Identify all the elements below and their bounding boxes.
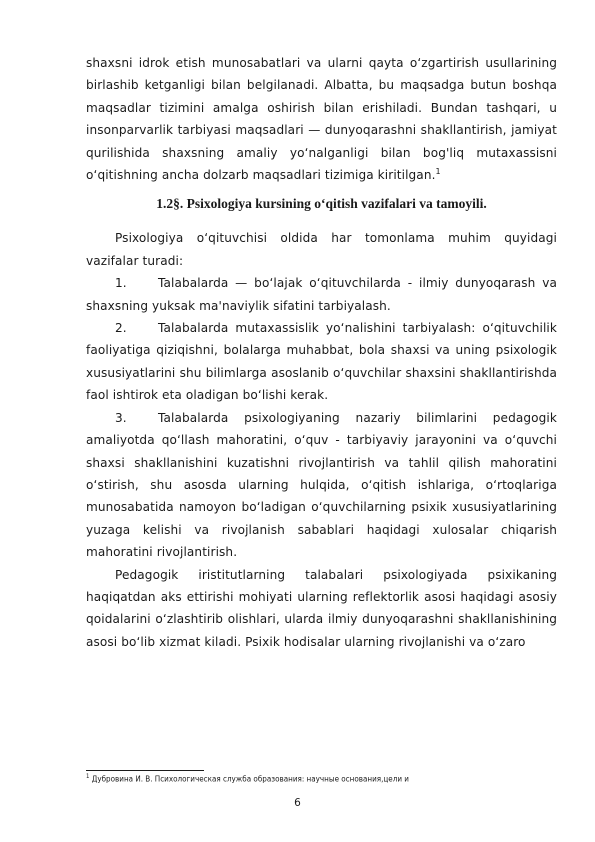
list-item-text: Talabalarda mutaxassislik yo‘nalishini tarbiyalash: o‘qituvchilik faoliyatiga qiziqishni, bolalarga muhabbat, bola shaxsi va uning psixologik xususiyatlarini shu bilimlarga asoslanib o‘quvchilar shaxsini shakllantirishda faol ishtirok eta oladigan bo‘lishi kerak. <box>86 321 557 403</box>
footnote-text: Дубровина И. В. Психологическая служба образования: научные основания,цели и <box>91 774 409 784</box>
list-item <box>86 272 557 317</box>
footnote-mark: 1 <box>86 773 90 780</box>
footnote <box>86 771 557 786</box>
page-number: 6 <box>294 797 301 809</box>
list-item <box>86 407 557 564</box>
list-item-text: Talabalarda psixologiyaning nazariy bilimlarini pedagogik amaliyotda qo‘llash mahoratini, o‘quv - tarbiyaviy jarayonini va o‘quvchi shaxsi shakllanishini kuzatishni rivojlantirish va tahlil qilish mahoratini o‘stirish, shu asosda ularning hulqida, o‘qitish ishlariga, o‘rtoqlariga munosabatida namoyon bo‘ladigan o‘quvchilarning psixik xususiyatlarining yuzaga kelishi va rivojlanish sabablari haqidagi xulosalar chiqarish mahoratini rivojlantirish. <box>86 410 557 560</box>
list-item-number: 3. <box>115 410 127 425</box>
intro-paragraph-text: shaxsni idrok etish munosabatlari va ularni qayta o‘zgartirish usullarining birlashib ketganligi bilan belgilanadi. Albatta, bu maqsadga butun boshqa maqsadlar tizimini amalga oshirish bilan erishiladi. Bundan tashqari, u insonparvarlik tarbiyasi maqsadlari — dunyoqarashni shakllantirish, jamiyat qurilishida shaxsning amaliy yo‘nalganligi bilan bog'liq mutaxassisni o‘qitishning ancha dolzarb maqsadlari tizimiga kiritilgan. <box>86 56 557 183</box>
list-item <box>86 317 557 407</box>
section-heading: 1.2§. Psixologiya kursining o‘qitish vazifalari va tamoyili. <box>156 196 487 212</box>
list-item-number: 1. <box>115 276 127 291</box>
list-item-text: Talabalarda — bo‘lajak o‘qituvchilarda - ilmiy dunyoqarash va shaxsning yuksak ma'naviylik sifatini tarbiyalash. <box>86 276 557 313</box>
tasks-paragraph: Psixologiya o‘qituvchisi oldida har tomonlama muhim quyidagi vazifalar turadi: <box>86 231 557 268</box>
intro-paragraph <box>86 52 557 186</box>
closing-paragraph: Pedagogik iristitutlarning talabalari psixologiyada psixikaning haqiqatdan aks ettirishi mohiyati ularning reflektorlik asosi haqidagi asosiy qoidalarini o‘zlashtirib olishlari, ularda ilmiy dunyoqarashni shakllanishining asosi bo‘lib xizmat kiladi. Psixik hodisalar ularning rivojlanishi va o‘zaro <box>86 567 557 649</box>
footnote-reference[interactable]: 1 <box>435 167 441 176</box>
page-body <box>86 52 557 653</box>
list-item-number: 2. <box>115 321 127 336</box>
